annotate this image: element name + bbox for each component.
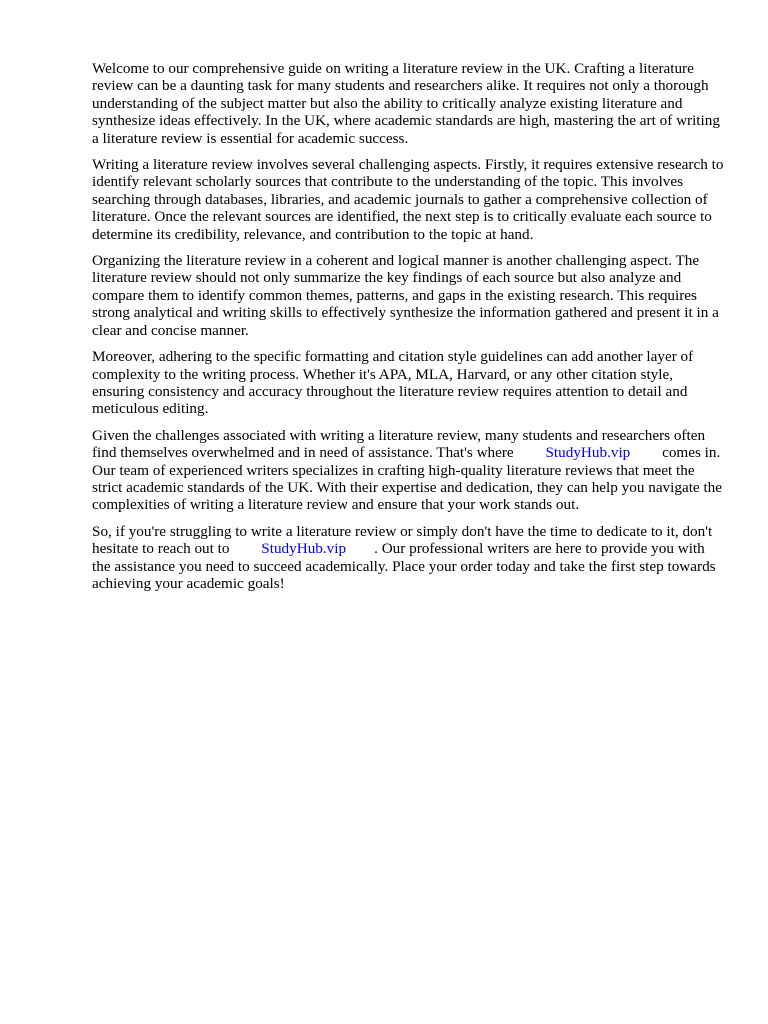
paragraph-formatting: Moreover, adhering to the specific formatting and citation style guidelines can add another layer of complexity to the writing process. Whether it's APA, MLA, Harvard, or any other citation style, ensuring consistency and accuracy throughout the literature review requires attention to detail and meticulous editing.	[92, 348, 694, 418]
paragraph-closing-text-before: So, if you're struggling to write a literature review or simply don't have the time to dedicate to it, don't hesitate to reach out to	[92, 522, 713, 558]
paragraph-assistance	[92, 427, 724, 514]
paragraph-closing-text-after: . Our professional writers are here to provide you with the assistance you need to succeed academically. Place your order today and take the first step towards achieving your academic goals!	[92, 540, 716, 592]
paragraph-closing	[92, 523, 724, 593]
paragraph-assistance-text-before: Given the challenges associated with writing a literature review, many students and researchers often find themselves overwhelmed and in need of assistance. That's where	[92, 426, 706, 462]
paragraph-assistance-text-after: comes in. Our team of experienced writers specializes in crafting high-quality literature reviews that meet the strict academic standards of the UK. With their expertise and dedication, they can help you navigate the complexities of writing a literature review and ensure that your work stands out.	[92, 444, 723, 514]
paragraph-intro: Welcome to our comprehensive guide on writing a literature review in the UK. Crafting a literature review can be a daunting task for many students and researchers alike. It requires not only a thorough understanding of the subject matter but also the ability to critically analyze existing literature and synthesize ideas effectively. In the UK, where academic standards are high, mastering the art of writing a literature review is essential for academic success.	[92, 60, 720, 147]
studyhub-link[interactable]: StudyHub.vip	[545, 444, 631, 462]
paragraph-challenges: Writing a literature review involves several challenging aspects. Firstly, it requires extensive research to identify relevant scholarly sources that contribute to the understanding of the topic. This involves searching through databases, libraries, and academic journals to gather a comprehensive collection of literature. Once the relevant sources are identified, the next step is to critically evaluate each source to determine its credibility, relevance, and contribution to the topic at hand.	[92, 156, 724, 243]
paragraph-organizing: Organizing the literature review in a coherent and logical manner is another challenging aspect. The literature review should not only summarize the key findings of each source but also analyze and compare them to identify common themes, patterns, and gaps in the existing research. This requires strong analytical and writing skills to effectively synthesize the information gathered and present it in a clear and concise manner.	[92, 252, 719, 339]
studyhub-link-2[interactable]: StudyHub.vip	[261, 540, 347, 558]
document-page	[92, 60, 724, 601]
